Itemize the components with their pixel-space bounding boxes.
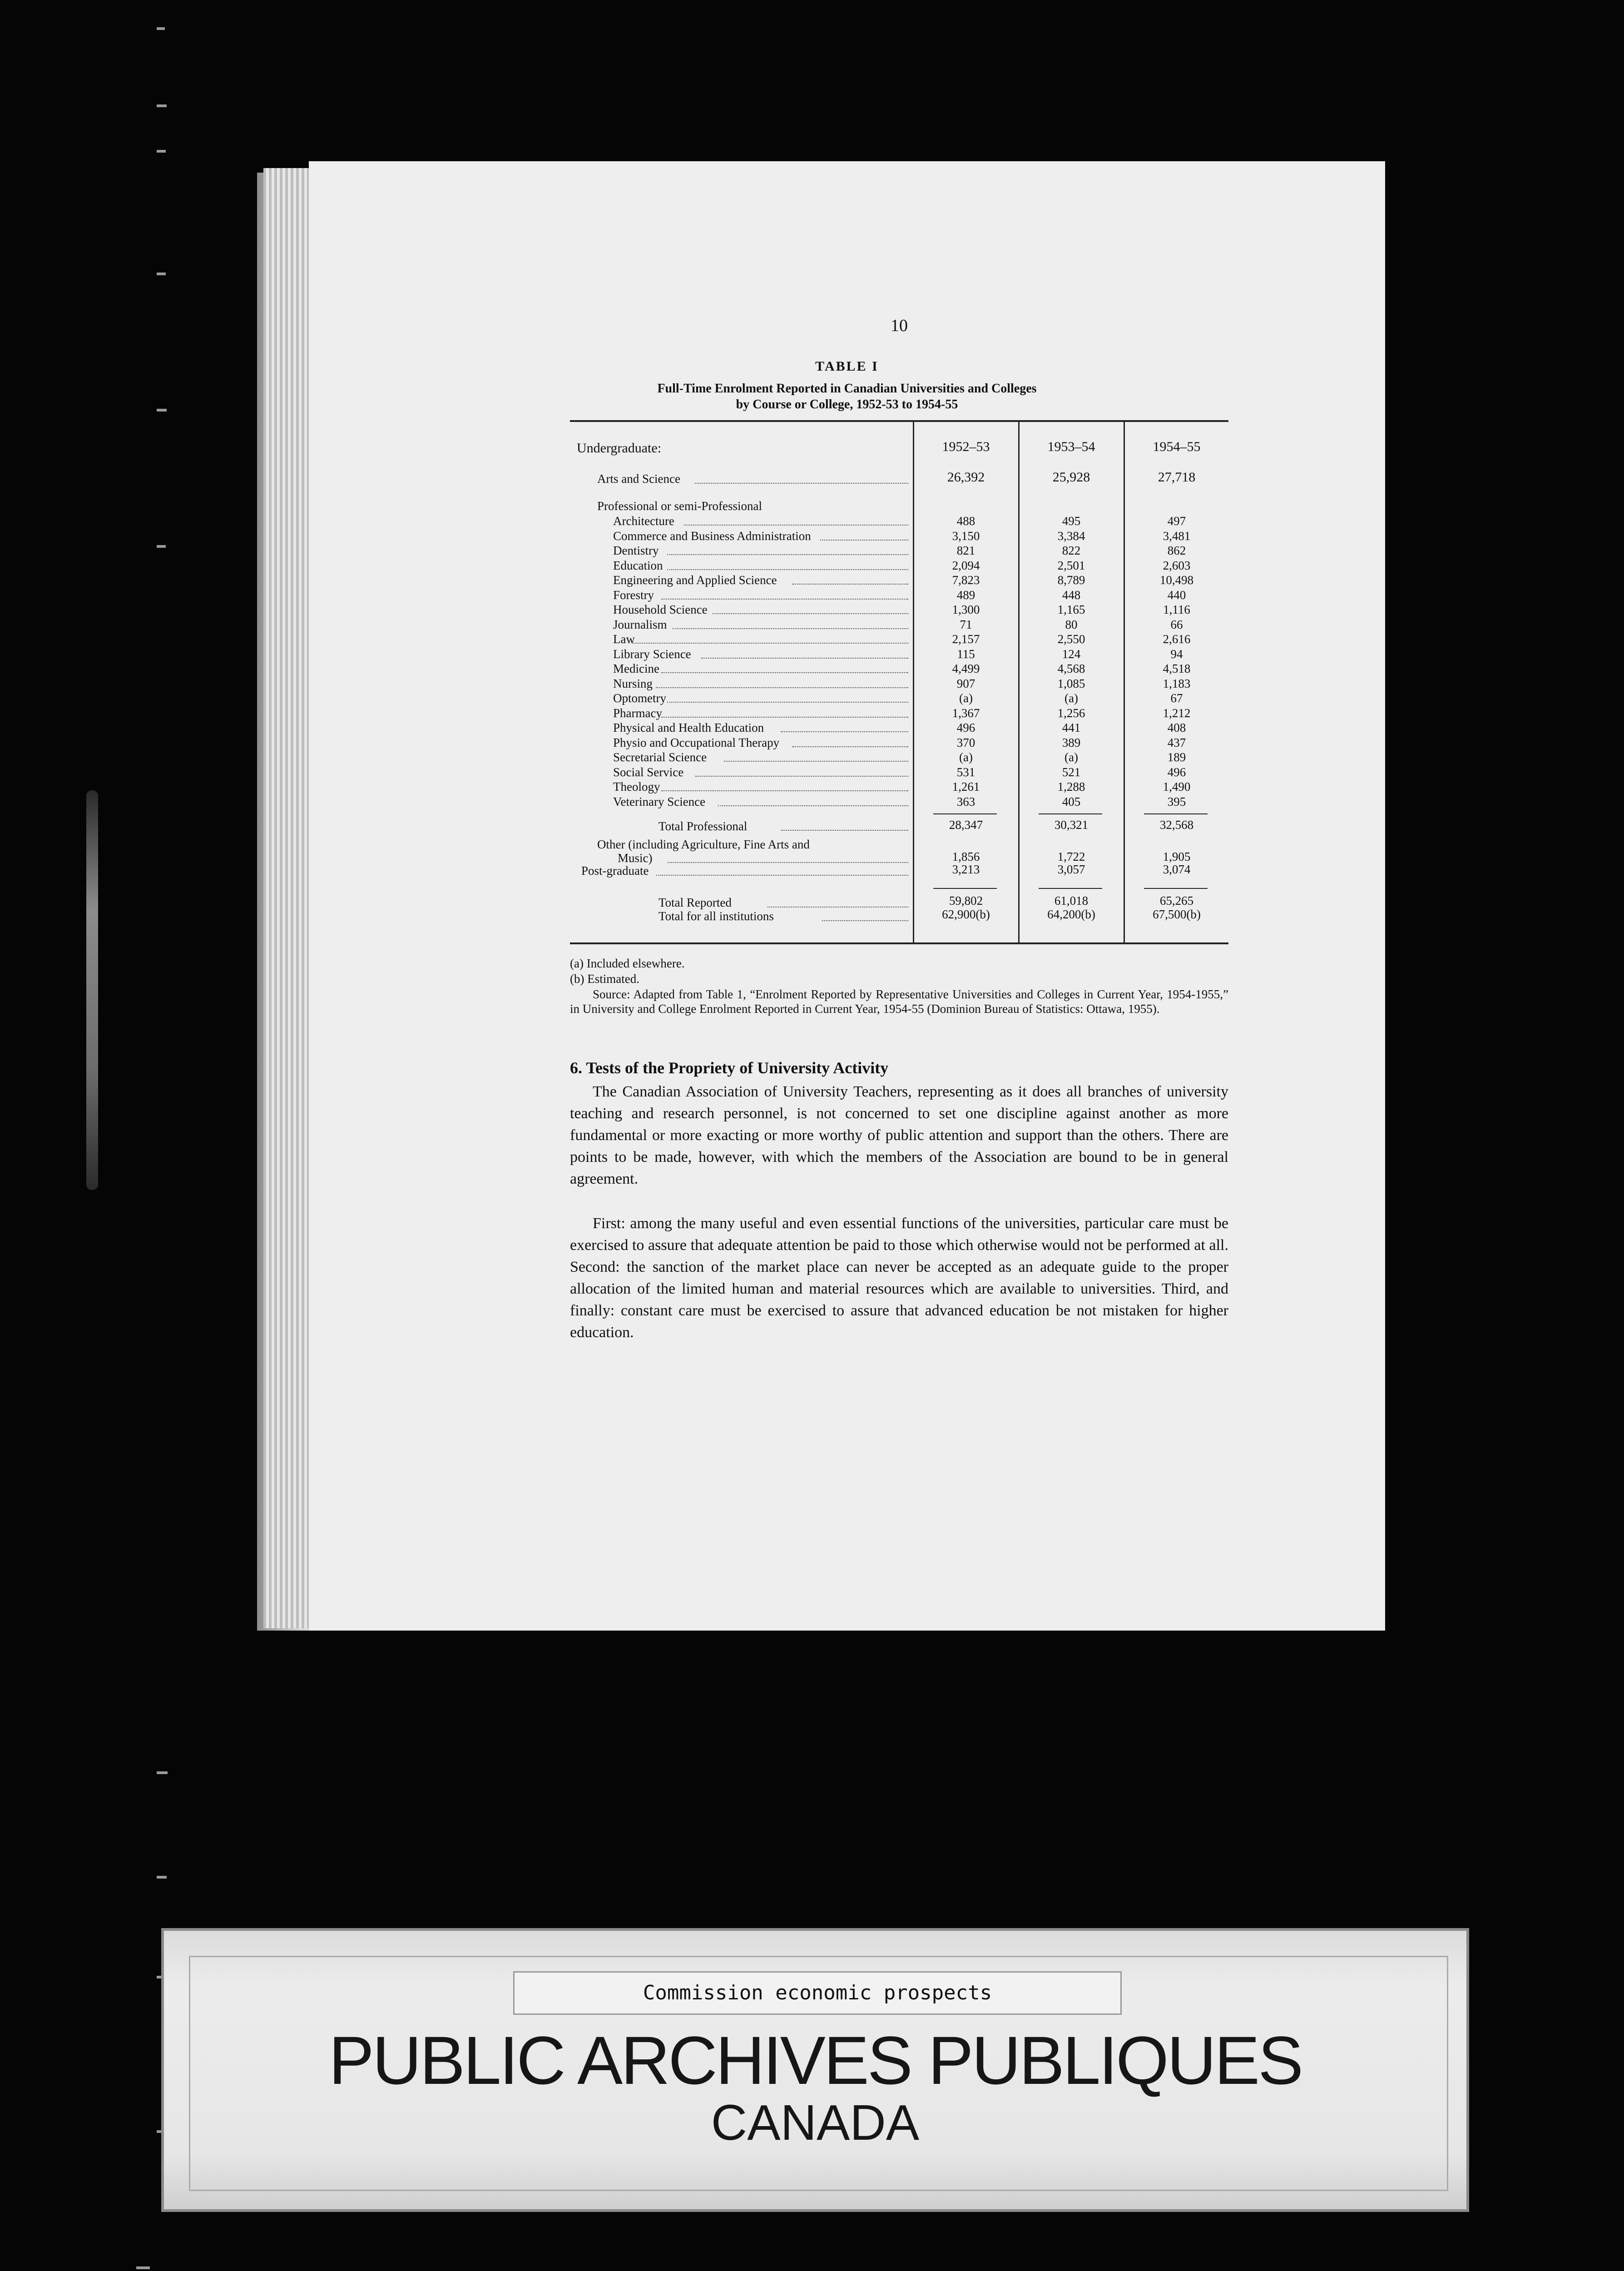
- row-label: Household Science: [613, 603, 708, 616]
- cell-value: 389: [1062, 736, 1081, 749]
- leader-dots: [718, 805, 908, 806]
- cell-value: 1,261: [952, 780, 980, 793]
- cell-value: 489: [956, 588, 975, 602]
- cell-value: 1,288: [1057, 780, 1085, 793]
- cell-value: 189: [1167, 750, 1186, 764]
- leader-dots: [713, 613, 909, 614]
- row-label: Arts and Science: [597, 472, 680, 486]
- leader-dots: [695, 776, 908, 777]
- cell-value: 488: [956, 514, 975, 528]
- row-label: Post-graduate: [581, 864, 649, 878]
- cell-value: 3,384: [1057, 529, 1085, 543]
- film-strip: [86, 790, 98, 1190]
- cell-value: 124: [1062, 647, 1081, 661]
- cell-value: 28,347: [949, 818, 983, 832]
- archive-tag-text: Commission economic prospects: [643, 1981, 992, 2004]
- cell-value: 2,603: [1163, 559, 1191, 572]
- cell-value: 1,367: [952, 706, 980, 720]
- cell-value: 61,018: [1054, 894, 1089, 907]
- leader-dots: [695, 483, 908, 484]
- cell-value: 448: [1062, 588, 1081, 602]
- cell-value: 1,183: [1163, 677, 1191, 690]
- cell-value: 1,856: [952, 850, 980, 863]
- column-header: 1954–55: [1153, 439, 1201, 454]
- film-edge-mark: [157, 27, 165, 30]
- cell-value: 821: [956, 544, 975, 557]
- row-label: Library Science: [613, 647, 691, 661]
- cell-value: (a): [959, 750, 973, 764]
- leader-dots: [656, 687, 909, 688]
- cell-value: 115: [957, 647, 975, 661]
- row-label: Total Reported: [659, 896, 732, 909]
- cell-value: 94: [1170, 647, 1183, 661]
- cell-value: 395: [1167, 795, 1186, 808]
- archive-title: PUBLIC ARCHIVES PUBLIQUES: [328, 2022, 1302, 2098]
- row-label: Medicine: [613, 662, 659, 675]
- cell-value: 496: [1167, 765, 1186, 779]
- leader-dots: [667, 702, 909, 703]
- page-number: 10: [891, 316, 908, 335]
- cell-value: 2,550: [1057, 632, 1085, 646]
- row-label: Journalism: [613, 618, 667, 631]
- leader-dots: [633, 643, 909, 644]
- cell-value: (a): [1065, 750, 1078, 764]
- row-label: Physical and Health Education: [613, 721, 764, 734]
- row-label: Secretarial Science: [613, 750, 707, 764]
- row-label: Engineering and Applied Science: [613, 573, 777, 587]
- table-bottom-rule: [570, 942, 1228, 944]
- cell-value: 531: [956, 765, 975, 779]
- subtotal-rule: [933, 813, 997, 814]
- row-label: Commerce and Business Administration: [613, 529, 811, 543]
- leader-dots: [781, 830, 908, 831]
- leader-dots: [661, 790, 908, 791]
- leader-dots: [667, 554, 909, 555]
- row-label: Architecture: [613, 514, 674, 528]
- undergraduate-label: Undergraduate:: [577, 441, 662, 456]
- cell-value: 10,498: [1159, 573, 1194, 587]
- cell-value: 27,718: [1158, 470, 1196, 485]
- cell-value: 1,116: [1163, 603, 1190, 616]
- cell-value: 497: [1167, 514, 1186, 528]
- leader-dots: [724, 761, 909, 762]
- film-edge-mark: [157, 1771, 168, 1774]
- cell-value: 7,823: [952, 573, 980, 587]
- cell-value: 408: [1167, 721, 1186, 734]
- total-rule: [1144, 888, 1208, 889]
- leader-dots: [661, 717, 908, 718]
- leader-dots: [673, 628, 908, 629]
- row-label: Physio and Occupational Therapy: [613, 736, 780, 749]
- cell-value: 495: [1062, 514, 1081, 528]
- cell-value: 2,616: [1163, 632, 1191, 646]
- cell-value: 1,256: [1057, 706, 1085, 720]
- leader-dots: [668, 862, 908, 863]
- column-header: 1953–54: [1047, 439, 1095, 454]
- leader-dots: [661, 599, 908, 600]
- cell-value: 1,905: [1163, 850, 1191, 863]
- cell-value: 370: [956, 736, 975, 749]
- leader-dots: [661, 672, 908, 673]
- cell-value: 26,392: [947, 470, 985, 485]
- row-label: Total for all institutions: [659, 909, 774, 923]
- leader-dots: [792, 746, 909, 747]
- row-label: Nursing: [613, 677, 653, 690]
- table-label: TABLE I: [815, 359, 879, 374]
- cell-value: 2,094: [952, 559, 980, 572]
- cell-value: 405: [1062, 795, 1081, 808]
- leader-dots: [684, 525, 908, 526]
- cell-value: 59,802: [949, 894, 983, 907]
- row-label: Forestry: [613, 588, 654, 602]
- cell-value: 1,212: [1163, 706, 1191, 720]
- cell-value: 66: [1170, 618, 1183, 631]
- subtotal-rule: [1039, 813, 1102, 814]
- archive-subtitle: CANADA: [711, 2095, 920, 2151]
- row-label: Education: [613, 559, 663, 572]
- source-note: Source: Adapted from Table 1, “Enrolment Reported by Representative Universities and Colleges in Current Year, 1954-1955,” in University and College Enrolment Reported in Current Year, 1954-55 (Dominion Bureau of Statistics: Ottawa, 1955).: [570, 987, 1228, 1016]
- film-edge-mark: [157, 150, 166, 153]
- leader-dots: [822, 920, 908, 921]
- cell-value: 80: [1065, 618, 1078, 631]
- cell-value: 1,300: [952, 603, 980, 616]
- cell-value: 4,499: [952, 662, 980, 675]
- cell-value: 62,900(b): [942, 907, 990, 921]
- cell-value: 2,157: [952, 632, 980, 646]
- cell-value: 30,321: [1054, 818, 1089, 832]
- cell-value: 862: [1167, 544, 1186, 557]
- row-label: Music): [618, 851, 653, 865]
- cell-value: 437: [1167, 736, 1186, 749]
- cell-value: 1,490: [1163, 780, 1191, 793]
- cell-value: 2,501: [1057, 559, 1085, 572]
- cell-value: 4,518: [1163, 662, 1191, 675]
- cell-value: 8,789: [1057, 573, 1085, 587]
- cell-value: (a): [959, 691, 973, 705]
- cell-value: 64,200(b): [1047, 907, 1095, 921]
- table-subtitle: by Course or College, 1952-53 to 1954-55: [736, 397, 958, 412]
- leader-dots: [781, 731, 909, 732]
- leader-dots: [792, 584, 909, 585]
- film-edge-mark: [157, 273, 166, 275]
- cell-value: 822: [1062, 544, 1081, 557]
- subtotal-rule: [1144, 813, 1208, 814]
- cell-value: 65,265: [1159, 894, 1194, 907]
- cell-value: 1,165: [1057, 603, 1085, 616]
- cell-value: 3,057: [1057, 863, 1085, 876]
- cell-value: 3,213: [952, 863, 980, 876]
- cell-value: 3,481: [1163, 529, 1191, 543]
- footnote-a: (a) Included elsewhere.: [570, 957, 685, 970]
- cell-value: 4,568: [1057, 662, 1085, 675]
- cell-value: 3,150: [952, 529, 980, 543]
- film-edge-mark: [157, 1876, 167, 1879]
- film-edge-mark: [136, 2266, 150, 2269]
- row-label: Total Professional: [659, 819, 748, 833]
- document-page: [309, 161, 1385, 1631]
- leader-dots: [667, 569, 909, 570]
- leader-dots: [701, 658, 909, 659]
- cell-value: 496: [956, 721, 975, 734]
- cell-value: 32,568: [1159, 818, 1194, 832]
- film-edge-mark: [157, 104, 167, 107]
- footnote-b: (b) Estimated.: [570, 972, 639, 986]
- cell-value: 25,928: [1052, 470, 1090, 485]
- cell-value: 363: [956, 795, 975, 808]
- cell-value: 1,722: [1057, 850, 1085, 863]
- paragraph: The Canadian Association of University Teachers, representing as it does all branches of university teaching and research personnel, is not concerned to set one discipline against another as more fundamental or more exacting or more worthy of public attention and support than the others. There are points to be made, however, with which the members of the Association are bound to be in general agreement.: [570, 1083, 1228, 1187]
- row-label: Veterinary Science: [613, 795, 706, 808]
- film-edge-mark: [157, 409, 167, 412]
- row-label: Dentistry: [613, 544, 659, 557]
- leader-dots: [656, 875, 908, 876]
- cell-value: 67,500(b): [1153, 907, 1201, 921]
- cell-value: 521: [1062, 765, 1081, 779]
- row-label: Social Service: [613, 765, 684, 779]
- table-title: Full-Time Enrolment Reported in Canadian Universities and Colleges: [657, 382, 1037, 396]
- cell-value: 441: [1062, 721, 1081, 734]
- film-edge-mark: [157, 545, 166, 548]
- cell-value: 907: [956, 677, 975, 690]
- cell-value: 67: [1170, 691, 1183, 705]
- row-label: Theology: [613, 780, 660, 793]
- column-header: 1952–53: [942, 439, 990, 454]
- cell-value: 1,085: [1057, 677, 1085, 690]
- row-label: Law: [613, 632, 635, 646]
- cell-value: 440: [1167, 588, 1186, 602]
- cell-value: 3,074: [1163, 863, 1191, 876]
- cell-value: (a): [1065, 691, 1078, 705]
- row-label: Other (including Agriculture, Fine Arts and: [597, 838, 810, 851]
- total-rule: [1039, 888, 1102, 889]
- table-top-rule: [570, 420, 1228, 422]
- section-heading: 6. Tests of the Propriety of University Activity: [570, 1059, 889, 1077]
- row-label: Optometry: [613, 691, 666, 705]
- paragraph: First: among the many useful and even essential functions of the universities, particular care must be exercised to assure that adequate attention be paid to those which otherwise would not be performed at all. Second: the sanction of the market place can never be accepted as an adequate guide to the proper allocation of the limited human and material resources which are available to universities. Third, and finally: constant care must be exercised to assure that advanced education be not mistaken for higher education.: [570, 1215, 1228, 1341]
- cell-value: 71: [960, 618, 972, 631]
- page-stack-edge: [263, 168, 313, 1628]
- total-rule: [933, 888, 997, 889]
- row-label: Pharmacy: [613, 706, 662, 720]
- professional-label: Professional or semi-Professional: [597, 499, 762, 513]
- archive-tag: [513, 1971, 1122, 2015]
